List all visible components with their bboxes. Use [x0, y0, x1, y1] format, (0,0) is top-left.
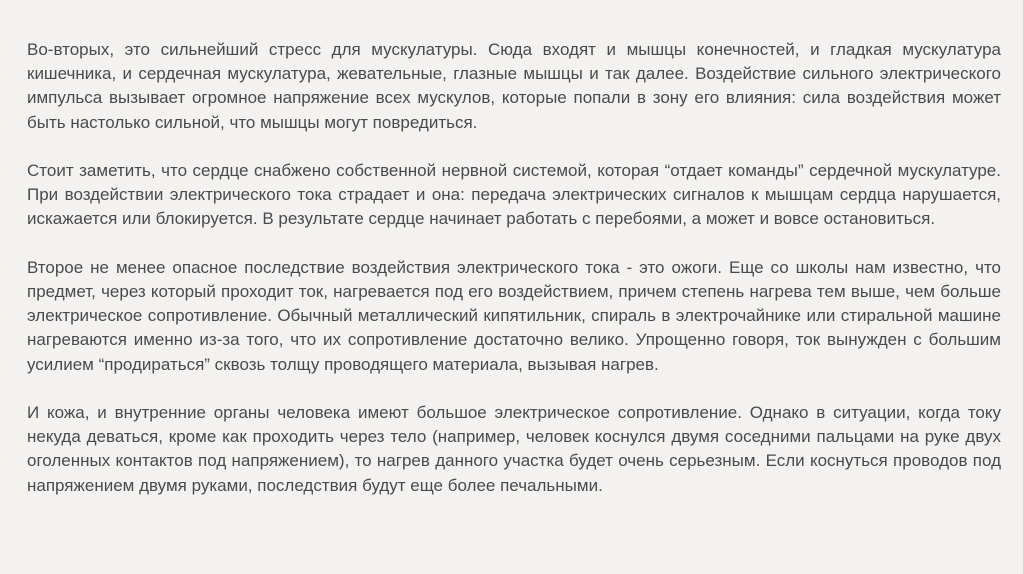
paragraph-heart-nervous-system: Стоит заметить, что сердце снабжено собственной нервной системой, которая “отдает команды” сердечной мускулатуре. При воздействии электрического тока страдает и она: передача электрических сигналов к мышцам сердца нарушается, искажается или блокируется. В результате сердце начинает работать с перебоями, а может и вовсе остановиться.: [27, 161, 1001, 229]
paragraph-body-resistance: И кожа, и внутренние органы человека имеют большое электрическое сопротивление. Однако в ситуации, когда току некуда деваться, кроме как проходить через тело (например, человек коснулся двумя соседними пальцами на руке двух оголенных контактов под напряжением), то нагрев данного участка будет очень серьезным. Если коснуться проводов под напряжением двумя руками, последствия будут еще более печальными.: [27, 403, 1001, 495]
paragraph-muscle-stress: Во-вторых, это сильнейший стресс для мускулатуры. Сюда входят и мышцы конечностей, и гладкая мускулатура кишечника, и сердечная мускулатура, жевательные, глазные мышцы и так далее. Воздействие сильного электрического импульса вызывает огромное напряжение всех мускулов, которые попали в зону его влияния: сила воздействия может быть настолько сильной, что мышцы могут повредиться.: [27, 40, 1001, 132]
body-text: [27, 38, 1001, 498]
paragraph-burns: Второе не менее опасное последствие воздействия электрического тока - это ожоги. Еще со школы нам известно, что предмет, через который проходит ток, нагревается под его воздействием, причем степень нагрева тем выше, чем больше электрическое сопротивление. Обычный металлический кипятильник, спираль в электрочайнике или стиральной машине нагреваются именно из-за того, что их сопротивление достаточно велико. Упрощенно говоря, ток вынужден с большим усилием “продираться” сквозь толщу проводящего материала, вызывая нагрев.: [27, 257, 1001, 374]
